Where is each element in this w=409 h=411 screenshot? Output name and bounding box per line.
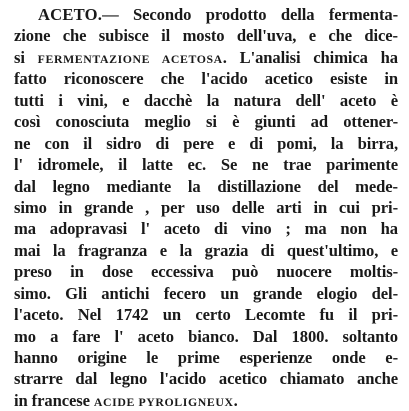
text-line-3 [14,47,398,68]
text-line-19 [14,390,398,411]
text-line-5: tutti i vini, e dacchè la natura dell' aceto è [14,90,398,110]
text-line-19-end: . [233,390,238,410]
text-line-7: ne con il sidro di pere e di pomi, la birra, [14,133,398,153]
text-line-13: preso in dose eccessiva può nuocere moltis- [14,262,398,282]
text-line-9: dal legno mediante la distillazione del mede- [14,176,398,196]
text-line-3-end: . L'analisi chimica ha [222,47,398,67]
text-line-17: hanno origine le prime esperienze onde e- [14,348,398,367]
text-line-12: mai la fragranza e la grazia di quest'ultimo, e [14,240,398,260]
text-line-2: zione che subisce il mosto dell'uva, e che dice- [14,26,398,46]
text-line-19-start: in francese [14,390,90,410]
text-line-1-rest: — Secondo prodotto della fermenta- [102,5,398,24]
text-line-4: fatto riconoscere che l'acido acetico esiste in [14,69,398,89]
term-fermentazione-acetosa: FERMENTAZIONE ACETOSA [37,51,223,66]
text-line-3-start: si [14,47,25,67]
term-acide-pyroligneux: ACIDE PYROLIGNEUX [93,394,234,409]
text-line-8: l' idromele, il latte ec. Se ne trae parimente [14,155,398,175]
text-line-16: mo a fare l' aceto bianco. Dal 1800. soltanto [14,326,398,346]
text-line-15: l'aceto. Nel 1742 un certo Lecomte fu il pri- [14,305,398,325]
text-line-11: ma adopravasi l' aceto di vino ; ma non ha [14,219,398,239]
text-line-6: così conosciuta meglio si è giunti ad ottener- [14,112,398,132]
document-page [14,0,398,410]
text-line-10: simo in grande , per uso delle arti in cui pri- [14,197,398,217]
text-line-1 [14,4,398,25]
text-line-14: simo. Gli antichi fecero un grande elogio del- [14,283,398,303]
text-line-18: strarre dal legno l'acido acetico chiamato anche [14,369,398,389]
dictionary-entry-aceto [14,0,398,411]
entry-headword: ACETO. [38,5,103,24]
